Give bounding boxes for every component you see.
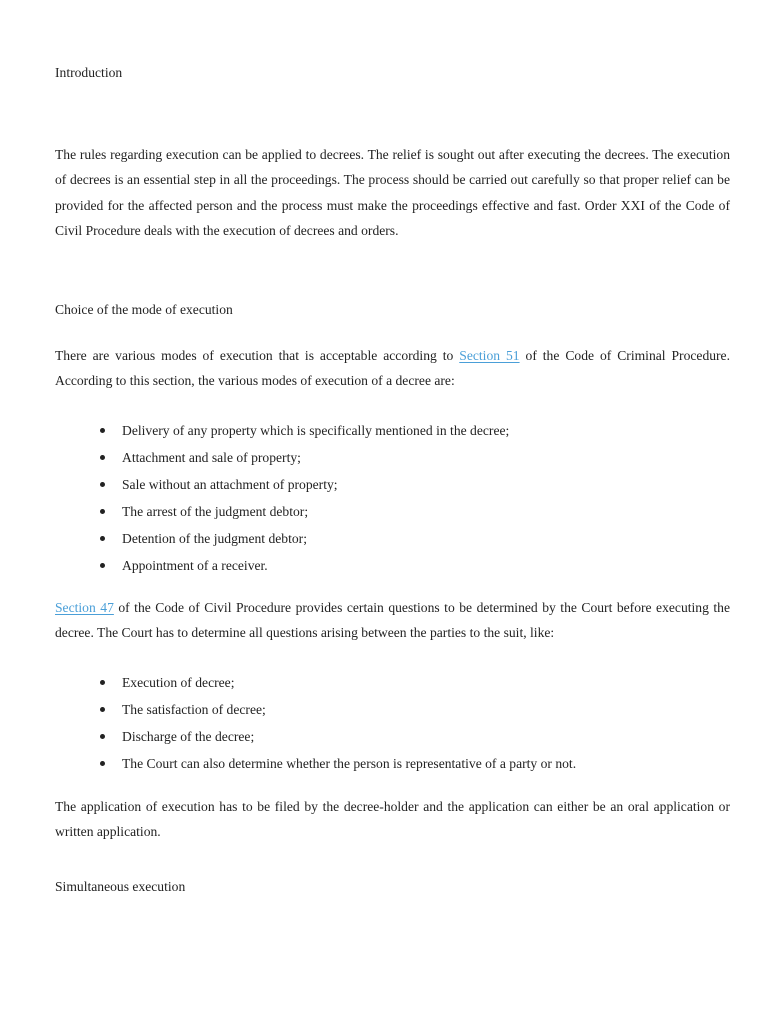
list-item-text: Execution of decree; (122, 675, 235, 690)
list-item (55, 421, 509, 448)
list-item (55, 502, 509, 529)
section-47-link[interactable]: Section 47 (55, 600, 114, 615)
questions-list (55, 673, 576, 781)
section-51-link[interactable]: Section 51 (459, 348, 520, 363)
bullet-icon (100, 536, 105, 541)
modes-list (55, 421, 509, 583)
list-item-text: Delivery of any property which is specifically mentioned in the decree; (122, 423, 510, 438)
list-item (55, 529, 509, 556)
heading-choice-of-mode: Choice of the mode of execution (55, 302, 233, 317)
list-item-text: The satisfaction of decree; (122, 702, 266, 717)
bullet-icon (100, 563, 105, 568)
paragraph-modes (55, 343, 730, 394)
bullet-icon (100, 761, 105, 766)
bullet-icon (100, 482, 105, 487)
list-item-text: Sale without an attachment of property; (122, 477, 338, 492)
list-item-text: The Court can also determine whether the person is representative of a party or not. (122, 756, 577, 771)
bullet-icon (100, 509, 105, 514)
list-item (55, 727, 576, 754)
list-item (55, 556, 509, 583)
list-item (55, 754, 576, 781)
bullet-icon (100, 455, 105, 460)
bullet-icon (100, 680, 105, 685)
list-item-text: Appointment of a receiver. (122, 558, 268, 573)
paragraph-intro: The rules regarding execution can be applied to decrees. The relief is sought out after executing the decrees. The execution of decrees is an essential step in all the proceedings. The process should be carried out carefully so that proper relief can be provided for the affected person and the process must make the proceedings effective and fast. Order XXI of the Code of Civil Procedure deals with the execution of decrees and orders. (55, 147, 730, 238)
bullet-icon (100, 428, 105, 433)
list-item (55, 700, 576, 727)
list-item (55, 673, 576, 700)
paragraph-modes-text-after: of the Code of Criminal Procedure. According to this section, the various modes of execution of a decree are: (55, 348, 730, 389)
heading-simultaneous-execution: Simultaneous execution (55, 879, 186, 894)
heading-introduction: Introduction (55, 65, 123, 80)
paragraph-application: The application of execution has to be filed by the decree-holder and the application can either be an oral application or written application. (55, 799, 730, 840)
paragraph-modes-text-before: There are various modes of execution that is acceptable according to (55, 348, 460, 363)
paragraph-section-47 (55, 595, 730, 646)
list-item (55, 448, 509, 475)
list-item (55, 475, 509, 502)
list-item-text: The arrest of the judgment debtor; (122, 504, 309, 519)
list-item-text: Detention of the judgment debtor; (122, 531, 307, 546)
list-item-text: Attachment and sale of property; (122, 450, 301, 465)
bullet-icon (100, 734, 105, 739)
paragraph-section-47-text: of the Code of Civil Procedure provides certain questions to be determined by the Court before executing the decree. The Court has to determine all questions arising between the parties to the suit, like: (55, 600, 730, 641)
bullet-icon (100, 707, 105, 712)
list-item-text: Discharge of the decree; (122, 729, 255, 744)
